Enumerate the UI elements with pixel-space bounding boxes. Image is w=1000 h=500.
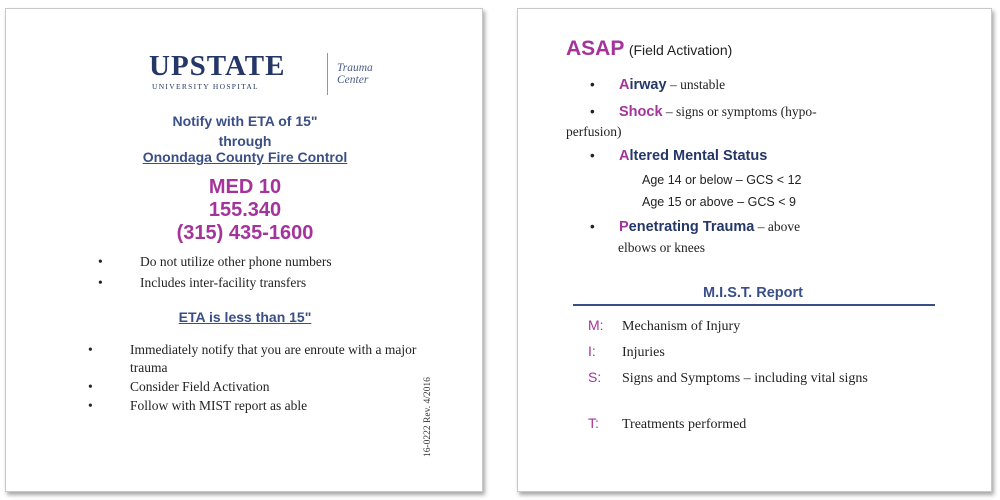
logo-trauma: Trauma [337, 62, 373, 74]
gcs-age-15: Age 15 or above – GCS < 9 [642, 195, 796, 209]
mist-value: Mechanism of Injury [622, 319, 741, 334]
item-desc-wrap: elbows or knees [618, 240, 705, 255]
mist-value: Injuries [622, 345, 665, 360]
mist-value: Treatments performed [622, 417, 747, 432]
eta-actions-list [88, 341, 418, 416]
item-desc: – unstable [666, 77, 726, 92]
fire-control-heading [6, 149, 484, 165]
item-label: irway [629, 77, 667, 93]
asap-heading [566, 37, 732, 61]
left-card [5, 8, 483, 492]
fire-control-text: Onondaga County Fire Control [142, 149, 348, 165]
item-initial: A [619, 148, 630, 164]
mist-key: S: [588, 369, 602, 385]
list-item: • Follow with MIST report as able [88, 397, 418, 415]
item-initial: P [619, 219, 629, 235]
mist-key: I: [588, 343, 596, 359]
asap-title: ASAP [566, 37, 625, 60]
notify-line-1: Notify with ETA of 15" [172, 113, 318, 129]
item-initial: A [619, 77, 630, 93]
list-item: • Includes inter-facility transfers [98, 272, 332, 293]
bullet-icon: • [590, 77, 595, 92]
logo-name: UPSTATE [149, 50, 286, 82]
mist-report-title: M.I.S.T. Report [703, 285, 803, 301]
phone-number: (315) 435-1600 [176, 222, 314, 244]
contact-notes-list [98, 251, 332, 293]
logo-divider [327, 53, 328, 95]
mist-key: T: [588, 415, 599, 431]
list-item: • Consider Field Activation [88, 378, 418, 396]
bullet-icon: • [590, 148, 595, 163]
med-channel: MED 10 [208, 176, 282, 198]
radio-frequency: 155.340 [208, 199, 282, 221]
notify-line-2: through [218, 133, 272, 149]
revision-label: 16-0222 Rev. 4/2016 [423, 377, 433, 457]
mist-value: Signs and Symptoms – including vital signs [622, 371, 868, 386]
logo-trauma-center [337, 62, 373, 86]
item-desc-wrap: perfusion) [566, 124, 622, 139]
list-item: • Immediately notify that you are enroute with a major trauma [88, 341, 418, 377]
bullet-icon: • [590, 104, 595, 119]
logo-center: Center [337, 74, 369, 86]
item-label: ltered Mental Status [629, 148, 768, 164]
notify-heading [6, 111, 484, 151]
asap-subtitle: (Field Activation) [628, 42, 733, 58]
mist-divider [573, 304, 935, 306]
mist-key: M: [588, 317, 604, 333]
upstate-logo [149, 51, 399, 97]
right-card [517, 8, 992, 492]
item-desc: – above [754, 219, 801, 234]
eta-heading [6, 309, 484, 325]
gcs-age-14: Age 14 or below – GCS < 12 [642, 173, 802, 187]
eta-heading-text: ETA is less than 15" [178, 309, 312, 325]
bullet-icon: • [590, 219, 595, 234]
logo-subtitle: UNIVERSITY HOSPITAL [152, 82, 259, 91]
item-desc: – signs or symptoms (hypo- [662, 104, 817, 119]
item-label: Shock [619, 104, 663, 120]
item-label: enetrating Trauma [628, 219, 755, 235]
list-item: • Do not utilize other phone numbers [98, 251, 332, 272]
